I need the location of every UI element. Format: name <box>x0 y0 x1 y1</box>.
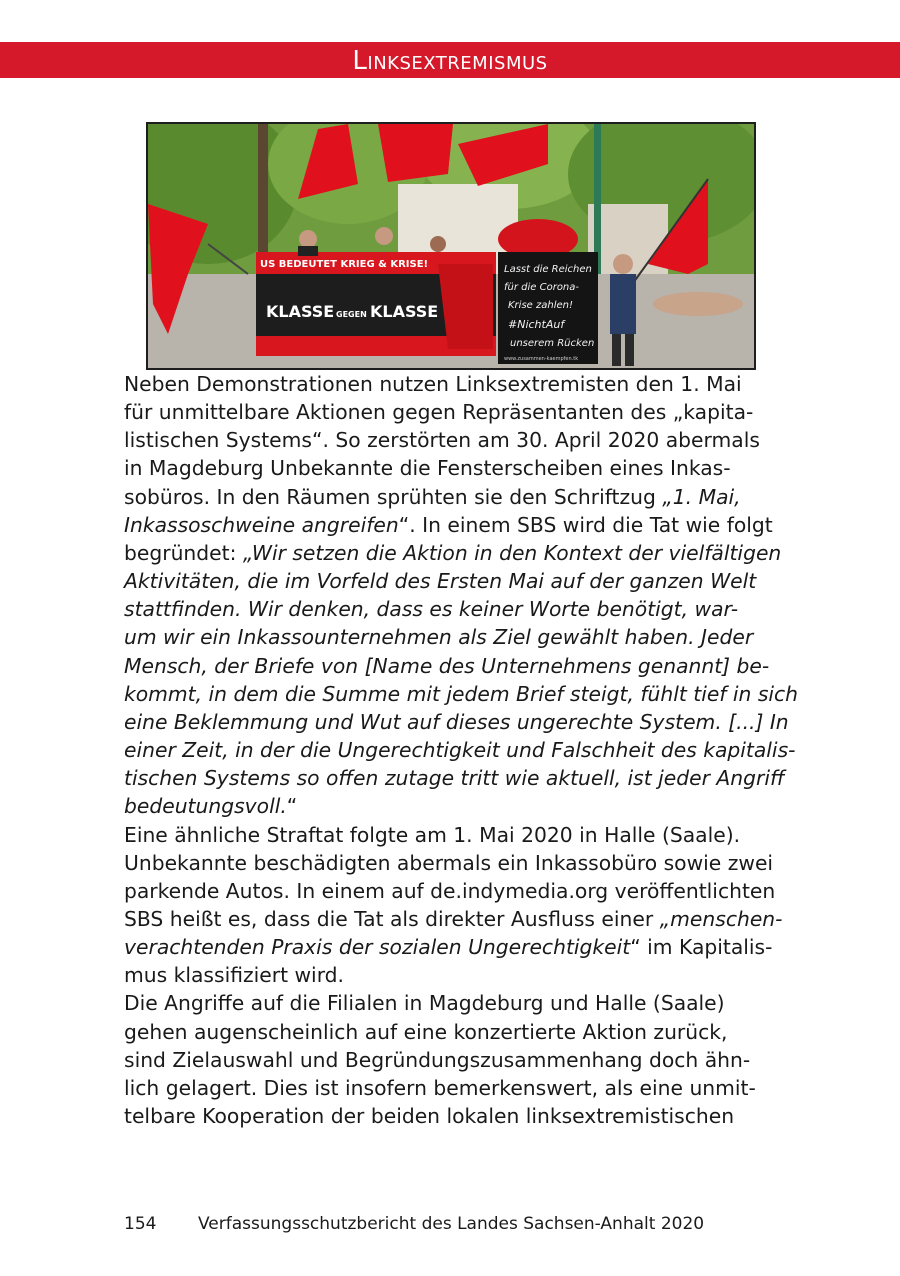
text-line <box>124 567 784 595</box>
sign-line-2: für die Corona- <box>504 282 580 293</box>
text-line <box>124 708 789 736</box>
text-line <box>124 764 784 792</box>
section-title: Linksextremismus <box>352 46 548 76</box>
text-line <box>124 623 784 651</box>
text-segment: Die Angriffe auf die Filialen in Magdeburg und Halle (Saale) <box>124 991 725 1016</box>
text-line <box>124 1018 784 1046</box>
text-line <box>124 792 784 820</box>
banner-klasse-left: KLASSE <box>266 302 335 321</box>
text-line <box>124 1074 784 1102</box>
text-line <box>124 736 796 764</box>
text-line <box>124 961 784 989</box>
text-segment: “ im Kapitalis- <box>630 935 773 960</box>
text-line <box>124 398 784 426</box>
quote-segment: um wir ein Inkassounternehmen als Ziel gewählt haben. Jeder <box>124 625 754 650</box>
text-segment: für unmittelbare Aktionen gegen Repräsentanten des „kapita- <box>124 400 754 425</box>
quote-segment: Inkassoschweine angreifen <box>124 512 399 537</box>
text-segment: Neben Demonstrationen nutzen Linksextremisten den 1. Mai <box>124 372 742 396</box>
quote-segment: „Wir setzen die Aktion in den Kontext der vielfältigen <box>242 540 782 565</box>
text-segment: Unbekannte beschädigten abermals ein Inkassobüro sowie zwei <box>124 850 774 875</box>
text-line <box>124 1102 784 1130</box>
sign-line-5: unserem Rücken <box>510 338 595 349</box>
text-segment: sobüros. In den Räumen sprühten sie den Schriftzug <box>124 484 663 509</box>
demonstration-photo <box>146 122 756 370</box>
banner-klasse-right: KLASSE <box>370 302 439 321</box>
text-line <box>124 877 784 905</box>
text-segment: telbare Kooperation der beiden lokalen linksextremistischen <box>124 1104 735 1129</box>
banner-gegen: GEGEN <box>336 310 367 319</box>
text-line <box>124 511 784 539</box>
quote-segment: bedeutungsvoll. <box>124 794 287 819</box>
quote-segment: „1. Mai, <box>662 484 741 509</box>
text-line <box>124 849 784 877</box>
text-segment: sind Zielauswahl und Begründungszusammenhang doch ähn- <box>124 1047 751 1072</box>
banner-top-text: US BEDEUTET KRIEG & KRISE! <box>260 259 429 270</box>
text-segment: gehen augenscheinlich auf eine konzertierte Aktion zurück, <box>124 1019 728 1044</box>
sign-line-1: Lasst die Reichen <box>504 264 592 275</box>
quote-segment: tischen Systems so offen zutage tritt wie aktuell, ist jeder Angriff <box>124 766 785 791</box>
sign-line-3: Krise zahlen! <box>508 300 573 311</box>
article-body <box>124 370 799 1130</box>
text-segment: begründet: <box>124 540 243 565</box>
sign-footer: www.zusammen-kaempfen.tk <box>504 356 579 362</box>
text-segment: “ <box>286 794 298 819</box>
text-line <box>124 933 784 961</box>
text-line <box>124 905 784 933</box>
text-line <box>124 1046 784 1074</box>
text-segment: in Magdeburg Unbekannte die Fensterscheiben eines Inkas- <box>124 456 731 481</box>
quote-segment: stattfinden. Wir denken, dass es keiner Worte benötigt, war- <box>124 597 739 622</box>
quote-segment: Mensch, der Briefe von [Name des Unternehmens genannt] be- <box>124 653 770 678</box>
text-segment: SBS heißt es, dass die Tat als direkter Ausfluss einer <box>124 906 660 931</box>
sign-line-4: #NichtAuf <box>508 318 565 331</box>
text-line <box>124 539 784 567</box>
text-segment: mus klassifiziert wird. <box>124 963 344 988</box>
text-segment: “. In einem SBS wird die Tat wie folgt <box>398 512 773 537</box>
text-segment: lich gelagert. Dies ist insofern bemerkenswert, als eine unmit- <box>124 1075 756 1100</box>
text-segment: Eine ähnliche Straftat folgte am 1. Mai 2020 in Halle (Saale). <box>124 822 741 847</box>
publication-title: Verfassungsschutzbericht des Landes Sachsen-Anhalt 2020 <box>198 1214 705 1234</box>
text-line <box>124 454 784 482</box>
text-line <box>124 821 784 849</box>
page-number: 154 <box>124 1214 157 1234</box>
text-line <box>124 989 784 1017</box>
text-line <box>124 370 784 398</box>
text-segment: parkende Autos. In einem auf de.indymedia.org veröffentlichten <box>124 878 776 903</box>
text-segment: listischen Systems“. So zerstörten am 30. April 2020 abermals <box>124 428 760 453</box>
quote-segment: kommt, in dem die Summe mit jedem Brief steigt, fühlt tief in sich <box>124 681 799 706</box>
text-line <box>124 652 784 680</box>
quote-segment: „menschen- <box>659 906 783 931</box>
text-line <box>124 595 784 623</box>
quote-segment: einer Zeit, in der die Ungerechtigkeit und Falschheit des kapitalis- <box>124 738 796 763</box>
text-line <box>124 680 799 708</box>
quote-segment: verachtenden Praxis der sozialen Ungerechtigkeit <box>124 935 631 960</box>
section-header-bar <box>0 42 900 78</box>
quote-segment: eine Beklemmung und Wut auf dieses ungerechte System. [...] In <box>124 709 789 734</box>
quote-segment: Aktivitäten, die im Vorfeld des Ersten Mai auf der ganzen Welt <box>124 569 757 594</box>
text-line <box>124 483 784 511</box>
text-line <box>124 426 784 454</box>
